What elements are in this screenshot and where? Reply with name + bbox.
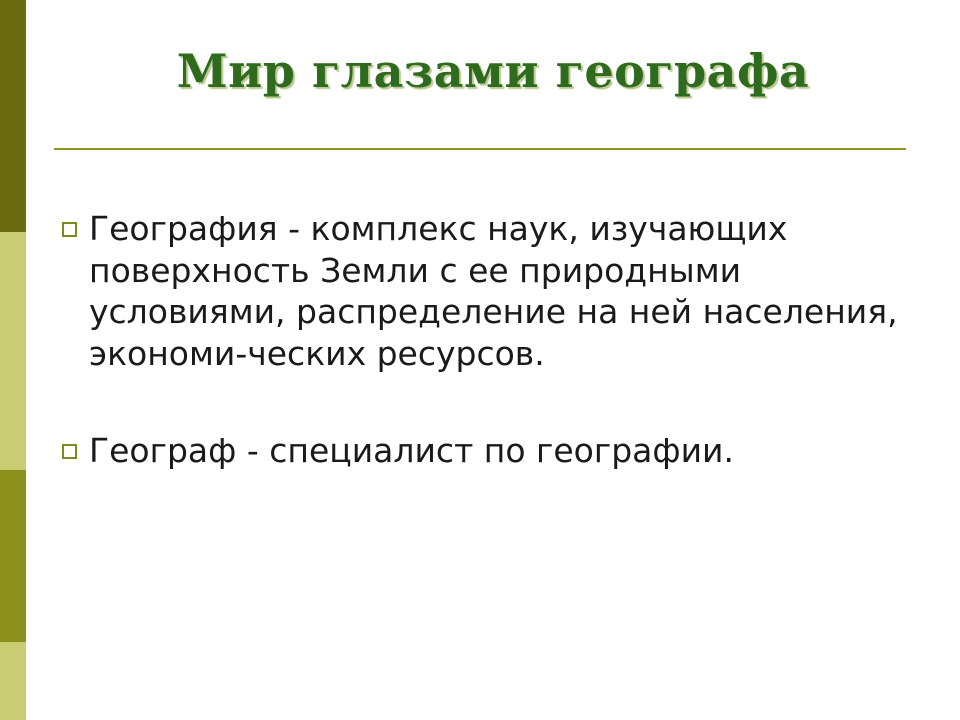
bullet-list [62,208,908,472]
slide-title: Мир глазами географа [176,44,810,98]
title-divider [54,148,906,150]
list-item [62,430,908,472]
side-bar-segment-2 [0,232,26,470]
square-bullet-icon [62,444,77,459]
square-bullet-icon [62,222,77,237]
list-item-text: География - комплекс наук, изучающих поверхность Земли с ее природными условиями, распределение на ней населения, экономи-ческих ресурсов. [89,209,898,373]
slide-content [26,0,960,720]
side-bar-segment-1 [0,0,26,232]
list-item [62,208,908,374]
side-bar-segment-4 [0,642,26,720]
list-item-text: Географ - специалист по географии. [89,431,734,471]
side-bar-segment-3 [0,470,26,642]
decorative-side-bar [0,0,26,720]
